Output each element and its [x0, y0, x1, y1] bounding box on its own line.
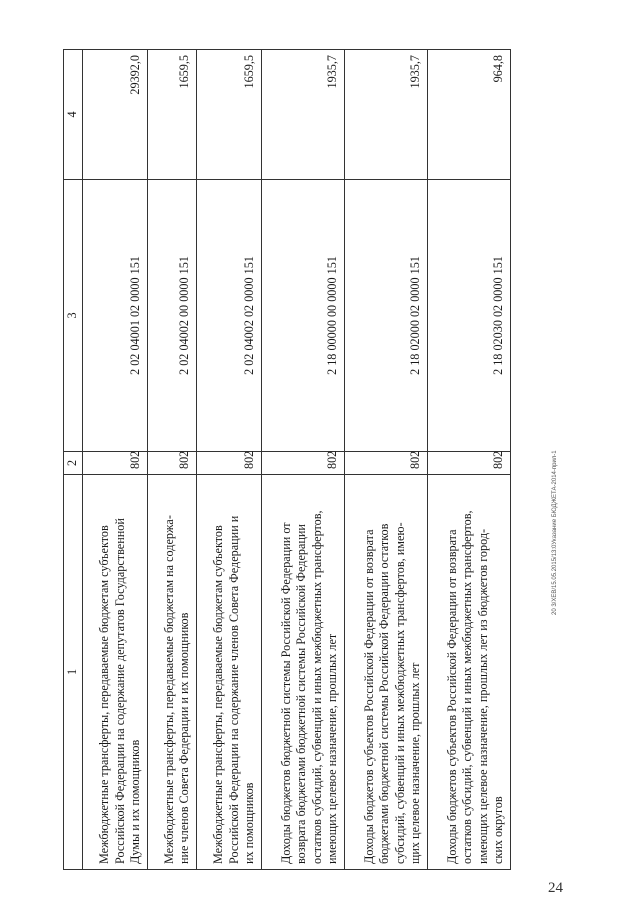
row-admin-code: 802	[83, 452, 148, 475]
row-budget-code: 2 02 04002 00 0000 151	[148, 180, 197, 452]
row-description: Межбюджетные трансферты, передаваемые бюджетам субъектов Российской Федерации на содержание депутатов Государственной Думы и их помощников	[83, 475, 148, 870]
row-amount: 1659,5	[148, 50, 197, 180]
table-row	[197, 50, 262, 870]
row-description: Доходы бюджетов бюджетной системы Российской Федерации от возврата бюджетами бюджетной системы Российской Федерации остатков субсидий, субвенций и иных межбюджетных трансфертов, имеющих целевое назначение, прошлых лет	[262, 475, 345, 870]
table-row	[428, 50, 511, 870]
header-col-2: 2	[64, 452, 83, 475]
row-admin-code: 802	[428, 452, 511, 475]
row-description: Доходы бюджетов субъектов Российской Федерации от возврата остатков субсидий, субвенций и иных межбюджетных трансфертов, имеющих целевое назначение, прошлых лет из бюджетов город- ских округов	[428, 475, 511, 870]
page-number: 24	[548, 880, 563, 896]
table-row	[83, 50, 148, 870]
row-amount: 964,8	[428, 50, 511, 180]
file-path-note: 20 3/ХЕВ/15.05.2015/13:0Указание БЮДЖЕТА-2014-прил-1	[552, 450, 558, 615]
row-admin-code: 802	[197, 452, 262, 475]
row-description: Межбюджетные трансферты, передаваемые бюджетам субъектов Российской Федерации на содержание членов Совета Федерации и их помощников	[197, 475, 262, 870]
row-amount: 29392,0	[83, 50, 148, 180]
row-budget-code: 2 18 02000 02 0000 151	[345, 180, 428, 452]
revenue-table	[63, 49, 511, 870]
header-col-4: 4	[64, 50, 83, 180]
row-budget-code: 2 02 04001 02 0000 151	[83, 180, 148, 452]
row-description: Межбюджетные трансферты, передаваемые бюджетам на содержа- ние членов Совета Федерации и их помощников	[148, 475, 197, 870]
row-budget-code: 2 18 02030 02 0000 151	[428, 180, 511, 452]
row-amount: 1659,5	[197, 50, 262, 180]
table-row	[262, 50, 345, 870]
table-row	[148, 50, 197, 870]
row-amount: 1935,7	[345, 50, 428, 180]
header-col-3: 3	[64, 180, 83, 452]
row-description: Доходы бюджетов субъектов Российской Федерации от возврата бюджетами бюджетной системы Российской Федерации остатков субсидий, субвенций и иных межбюджетных трансфертов, имею- щих целевое назначение, прошлых лет	[345, 475, 428, 870]
row-admin-code: 802	[345, 452, 428, 475]
rotated-table-container	[63, 50, 543, 870]
row-budget-code: 2 18 00000 00 0000 151	[262, 180, 345, 452]
table-row	[345, 50, 428, 870]
header-col-1: 1	[64, 475, 83, 870]
table-header-row	[64, 50, 83, 870]
row-admin-code: 802	[262, 452, 345, 475]
row-amount: 1935,7	[262, 50, 345, 180]
row-admin-code: 802	[148, 452, 197, 475]
row-budget-code: 2 02 04002 02 0000 151	[197, 180, 262, 452]
